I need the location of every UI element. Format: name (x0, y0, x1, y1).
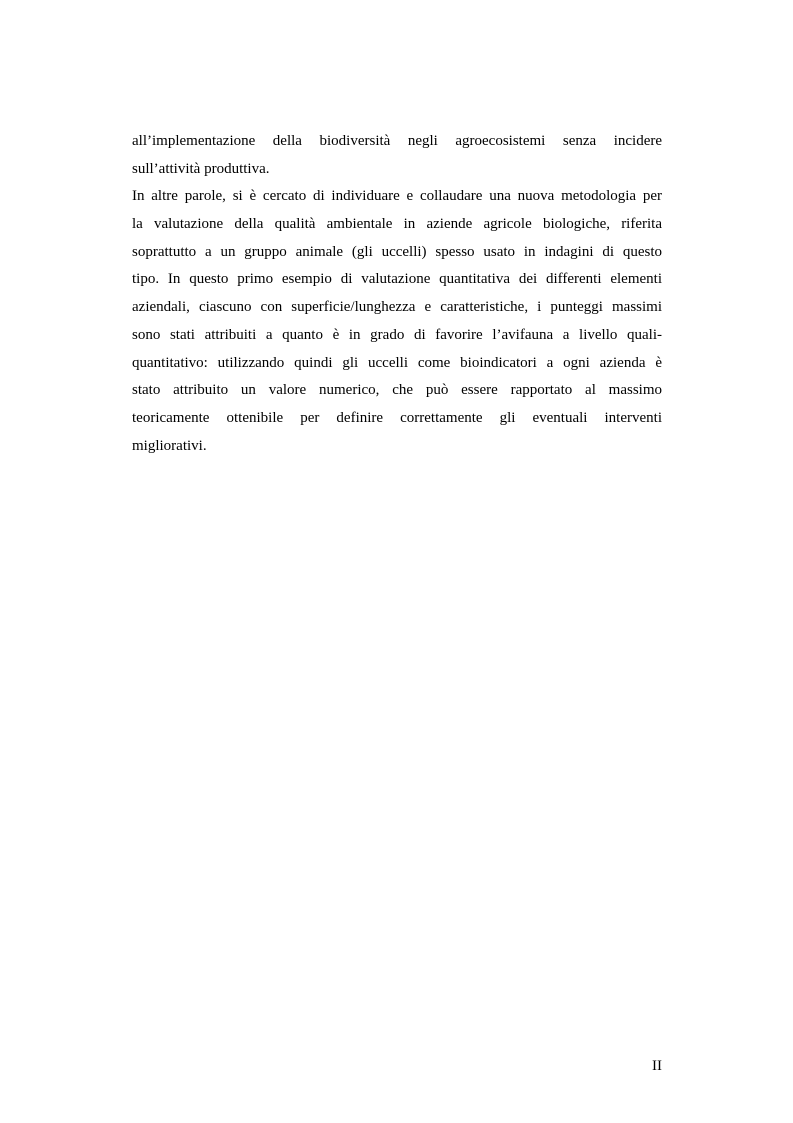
text-line: la valutazione della qualità ambientale in aziende agricole biologiche, riferita (132, 216, 662, 233)
page-number: II (652, 1058, 662, 1074)
text-line: all’implementazione della biodiversità negli agroecosistemi senza incidere (132, 133, 662, 149)
text-line: quantitativo: utilizzando quindi gli uccelli come bioindicatori a ogni azienda è (132, 354, 662, 371)
body-text (132, 128, 662, 460)
text-line: aziendali, ciascuno con superficie/lunghezza e caratteristiche, i punteggi massimi (132, 299, 662, 316)
text-line: In altre parole, si è cercato di individuare e collaudare una nuova metodologia per (132, 188, 662, 205)
text-line: migliorativi. (132, 437, 207, 454)
text-line: sull’attività produttiva. (132, 160, 270, 177)
text-line: stato attribuito un valore numerico, che può essere rapportato al massimo (132, 382, 662, 399)
text-line: soprattutto a un gruppo animale (gli uccelli) spesso usato in indagini di questo (132, 243, 662, 260)
text-line: tipo. In questo primo esempio di valutazione quantitativa dei differenti elementi (132, 271, 662, 288)
text-line: sono stati attribuiti a quanto è in grado di favorire l’avifauna a livello quali- (132, 326, 662, 343)
text-line: teoricamente ottenibile per definire correttamente gli eventuali interventi (132, 409, 662, 426)
